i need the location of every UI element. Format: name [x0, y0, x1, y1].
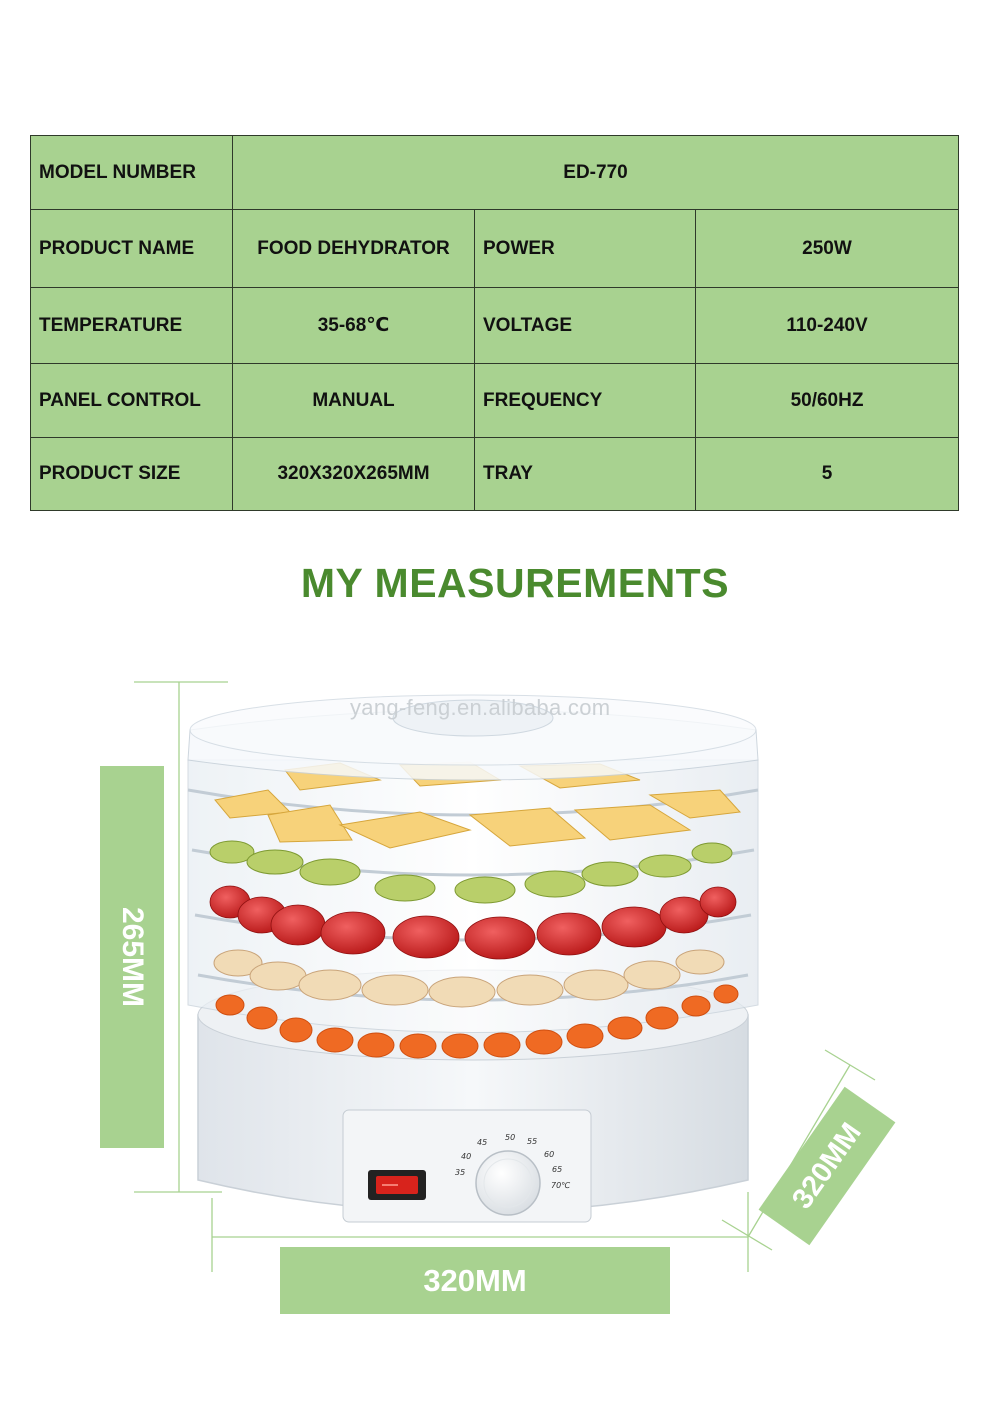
section-title: MY MEASUREMENTS [300, 560, 730, 606]
spec-label: TEMPERATURE [31, 288, 233, 364]
spec-value: 50/60HZ [696, 364, 959, 438]
width-dimension [280, 1247, 670, 1314]
spec-value: 110-240V [696, 288, 959, 364]
spec-row [31, 210, 959, 288]
spec-value: 320X320X265MM [233, 438, 475, 511]
spec-label: FREQUENCY [475, 364, 696, 438]
watermark: yang-feng.en.alibaba.com [350, 695, 611, 720]
spec-label: PRODUCT NAME [31, 210, 233, 288]
spec-label: PANEL CONTROL [31, 364, 233, 438]
dial-mark: 35 [455, 1168, 466, 1177]
spec-value: FOOD DEHYDRATOR [233, 210, 475, 288]
dial-mark: 55 [527, 1137, 538, 1146]
dial-mark: 50 [505, 1133, 516, 1142]
spec-label: MODEL NUMBER [31, 136, 233, 210]
spec-value: 250W [696, 210, 959, 288]
spec-value: 5 [696, 438, 959, 511]
dial-mark: 40 [461, 1152, 472, 1161]
height-dimension [100, 766, 164, 1148]
depth-label: 320MM [785, 1116, 868, 1215]
spec-row [31, 364, 959, 438]
temperature-dial[interactable] [476, 1151, 540, 1215]
spec-label: TRAY [475, 438, 696, 511]
spec-label: POWER [475, 210, 696, 288]
spec-row-model [31, 136, 959, 210]
dial-mark: 60 [544, 1150, 555, 1159]
spec-label: VOLTAGE [475, 288, 696, 364]
spec-row [31, 438, 959, 511]
spec-row [31, 288, 959, 364]
spec-table [30, 135, 959, 511]
dial-mark: 45 [477, 1138, 488, 1147]
height-label: 265MM [116, 906, 150, 1008]
spec-value: MANUAL [233, 364, 475, 438]
spec-value: 35-68℃ [233, 288, 475, 364]
dial-mark: 70℃ [551, 1181, 571, 1190]
width-label: 320MM [423, 1262, 527, 1298]
spec-value: ED-770 [233, 136, 959, 210]
spec-label: PRODUCT SIZE [31, 438, 233, 511]
dial-mark: 65 [552, 1165, 563, 1174]
